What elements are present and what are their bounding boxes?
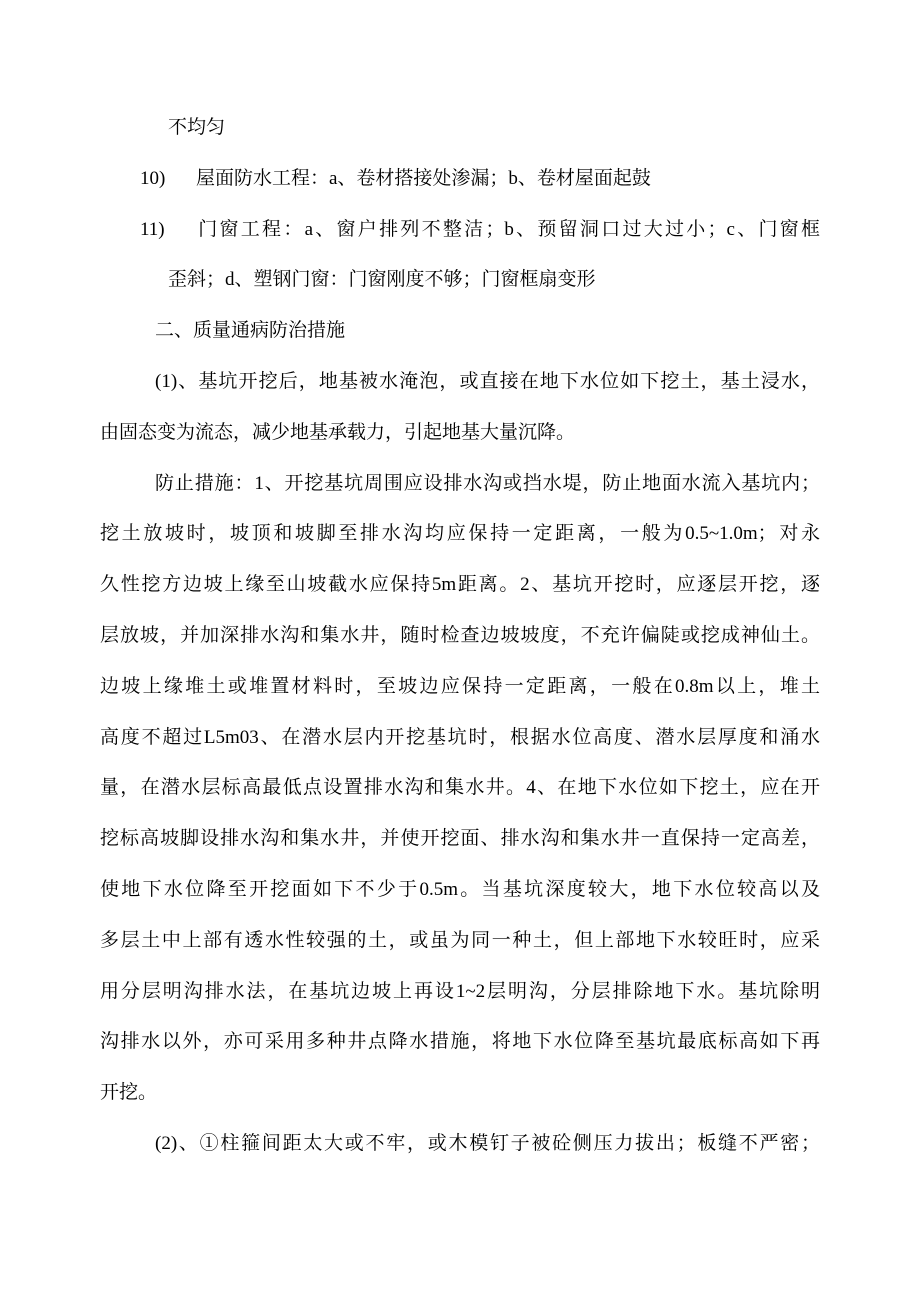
doc-line-list-item (140, 154, 820, 205)
section-heading: 二、质量通病防治措施 (155, 320, 346, 342)
doc-line: 沟排水以外，亦可采用多种井点降水措施，将地下水位降至基坑最底标高如下再 (100, 1031, 820, 1053)
doc-line: 边坡上缘堆土或堆置材料时，至坡边应保持一定距离，一般在0.8m以上，堆土 (100, 675, 820, 697)
doc-line: 挖标高坡脚设排水沟和集水井，并使开挖面、排水沟和集水井一直保持一定高差， (100, 828, 820, 850)
list-item-text: 屋面防水工程：a、卷材搭接处渗漏；b、卷材屋面起鼓 (196, 167, 651, 189)
doc-line: 由固态变为流态，减少地基承载力，引起地基大量沉降。 (100, 421, 576, 443)
doc-line: 量，在潜水层标高最低点设置排水沟和集水井。4、在地下水位如下挖土，应在开 (100, 777, 820, 799)
list-item-text: 门窗工程：a、窗户排列不整洁；b、预留洞口过大过小；c、门窗框 (196, 218, 820, 240)
doc-line: 久性挖方边坡上缘至山坡截水应保持5m距离。2、基坑开挖时，应逐层开挖，逐 (100, 574, 820, 596)
doc-line: 高度不超过L5m03、在潜水层内开挖基坑时，根据水位高度、潜水层厚度和涌水 (100, 726, 820, 748)
doc-line: 用分层明沟排水法，在基坑边坡上再设1~2层明沟，分层排除地下水。基坑除明 (100, 980, 820, 1002)
doc-line: (2)、①柱箍间距太大或不牢，或木模钉子被砼侧压力拔出；板缝不严密； (155, 1132, 820, 1154)
doc-line-list-item (140, 205, 820, 256)
list-number: 10) (140, 167, 166, 189)
doc-line: 开挖。 (100, 1082, 158, 1104)
doc-line: 挖土放坡时，坡顶和坡脚至排水沟均应保持一定距离，一般为0.5~1.0m；对永 (100, 523, 820, 545)
doc-line: 防止措施：1、开挖基坑周围应设排水沟或挡水堤，防止地面水流入基坑内； (155, 472, 820, 494)
doc-line: 使地下水位降至开挖面如下不少于0.5m。当基坑深度较大，地下水位较高以及 (100, 878, 820, 900)
doc-line: 歪斜；d、塑钢门窗：门窗刚度不够；门窗框扇变形 (168, 269, 596, 291)
doc-line: 层放坡，并加深排水沟和集水井，随时检查边坡坡度，不充许偏陡或挖成神仙土。 (100, 624, 820, 646)
doc-line: 不均匀 (168, 117, 226, 138)
list-number: 11) (140, 218, 165, 240)
doc-line: 多层土中上部有透水性较强的土，或虽为同一种土，但上部地下水较旺时，应采 (100, 929, 820, 951)
doc-line: (1)、基坑开挖后，地基被水淹泡，或直接在地下水位如下挖土，基土浸水， (155, 370, 820, 392)
